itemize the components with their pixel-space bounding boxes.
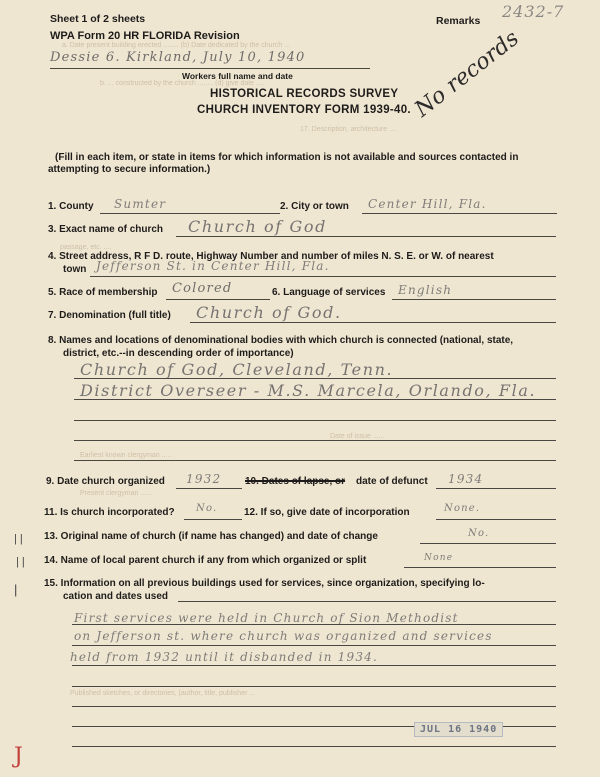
form-title: CHURCH INVENTORY FORM 1939-40. xyxy=(197,104,411,116)
county-value: Sumter xyxy=(114,197,167,211)
defunct-value: 1934 xyxy=(448,472,484,486)
previous-buildings-label-line1: 15. Information on all previous buildings used for services, since organization, specifying lo- xyxy=(44,578,485,589)
organized-value: 1932 xyxy=(186,472,222,486)
defunct-label: date of defunct xyxy=(356,476,428,487)
denomination-value: Church of God. xyxy=(196,303,342,322)
instructions-line2: attempting to secure information.) xyxy=(48,164,211,175)
form-number: WPA Form 20 HR FLORIDA Revision xyxy=(50,30,240,42)
received-date-stamp: JUL 16 1940 xyxy=(414,722,503,737)
race-value: Colored xyxy=(172,281,233,296)
race-label: 5. Race of membership xyxy=(48,287,158,298)
address-label-line1: 4. Street address, R F D. route, Highway Number and number of miles N. S. E. or W. of nearest xyxy=(48,251,494,262)
sheet-count: Sheet 1 of 2 sheets xyxy=(50,13,146,25)
previous-buildings-line1: First services were held in Church of Sion Methodist xyxy=(74,611,459,625)
worker-name-date: Dessie 6. Kirkland, July 10, 1940 xyxy=(50,50,306,65)
language-label: 6. Language of services xyxy=(272,287,386,298)
remarks-heading: Remarks xyxy=(436,15,481,27)
bodies-label-line2: district, etc.--in descending order of importance) xyxy=(63,348,294,359)
survey-title: HISTORICAL RECORDS SURVEY xyxy=(210,88,399,100)
original-name-value: No. xyxy=(468,528,490,539)
bodies-label-line1: 8. Names and locations of denominational bodies with which church is connected (national, state, xyxy=(48,335,514,346)
church-name-label: 3. Exact name of church xyxy=(48,224,164,235)
bodies-line2: District Overseer - M.S. Marcela, Orlando, Fla. xyxy=(80,381,537,400)
no-records-annotation: No records xyxy=(410,26,524,123)
original-name-label: 13. Original name of church (if name has changed) and date of change xyxy=(44,531,378,542)
lapse-label-struck: 10. Dates of lapse, or xyxy=(245,476,346,487)
previous-buildings-label-line2: cation and dates used xyxy=(63,591,169,602)
church-name-value: Church of God xyxy=(188,217,327,236)
margin-tick-15: | xyxy=(14,582,18,597)
previous-buildings-line3: held from 1932 until it disbanded in 1934. xyxy=(70,650,379,664)
language-value: English xyxy=(398,283,453,297)
address-value: Jefferson St. in Center Hill, Fla. xyxy=(96,259,330,273)
incorporated-value: No. xyxy=(196,503,218,514)
parent-church-label: 14. Name of local parent church if any from which organized or split xyxy=(44,555,367,566)
margin-tick-14: | | xyxy=(16,556,25,568)
organized-label: 9. Date church organized xyxy=(46,476,165,487)
county-label: 1. County xyxy=(48,201,94,212)
instructions-line1: (Fill in each item, or state in items for which information is not available and sources contacted in xyxy=(55,152,519,163)
parent-church-value: None xyxy=(424,553,454,563)
city-label: 2. City or town xyxy=(280,201,349,212)
red-margin-mark: J xyxy=(14,744,23,769)
city-value: Center Hill, Fla. xyxy=(368,197,487,211)
denomination-label: 7. Denomination (full title) xyxy=(48,310,171,321)
incorporated-label: 11. Is church incorporated? xyxy=(44,507,175,518)
incorporation-date-label: 12. If so, give date of incorporation xyxy=(244,507,410,518)
margin-tick-13: | | xyxy=(14,533,23,545)
incorporation-date-value: None. xyxy=(444,503,481,514)
previous-buildings-line2: on Jefferson st. where church was organized and services xyxy=(74,629,493,643)
bodies-line1: Church of God, Cleveland, Tenn. xyxy=(80,360,394,379)
corner-number: 2432-7 xyxy=(502,2,565,21)
form-page: Sheet 1 of 2 sheets Remarks 2432-7 WPA Form 20 HR FLORIDA Revision Dessie 6. Kirkland, July 10, 1940 Workers full name and date HISTORICAL RECORDS SURVEY CHURCH INVENTORY FORM 1939-40. No records a. Date present building erected ........ (b) Date dedicated by the church ... b. ... constructed by the church ........ (d) give date .... 17. Description, architecture .... passage, etc. .... Date of issue ...... Earliest known clergyman ..... Present clergyman ...... Published sketches, or directories, (author, title, publisher ... (Fill in each item, or state in items for which information is not available and sources contacted in attempting to secure information.) 1. County Sumter 2. City or town Center Hill, Fla. 3. Exact name of church Church of God 4. Street address, R F D. route, Highway Number and number of miles N. S. E. or W. of nearest town Jefferson St. in Center Hill, Fla. 5. Race of membership Colored 6. Language of services English 7. Denomination (full title) Church of God. 8. Names and locations of denominational bodies with which church is connected (national, state, district, etc.--in descending order of importance) Church of God, Cleveland, Tenn. District Overseer - M.S. Marcela, Orlando, Fla. 9. Date church organized 1932 10. Dates of lapse, or date of defunct 1934 11. Is church incorporated? No. 12. If so, give date of incorporation None. | | 13. Original name of church (if name has changed) and date of change No. | | 14. Name of local parent church if any from which organized or split None | 15. Information on all previous buildings used for services, since organization, specifying lo- cation and dates used First services were held in Church of Sion Methodist on Jefferson st. where church was organized and services held from 1932 until it disbanded in 1934. JUL 16 1940 J xyxy=(0,0,600,777)
address-label-line2: town xyxy=(63,264,87,275)
worker-label: Workers full name and date xyxy=(182,71,293,81)
